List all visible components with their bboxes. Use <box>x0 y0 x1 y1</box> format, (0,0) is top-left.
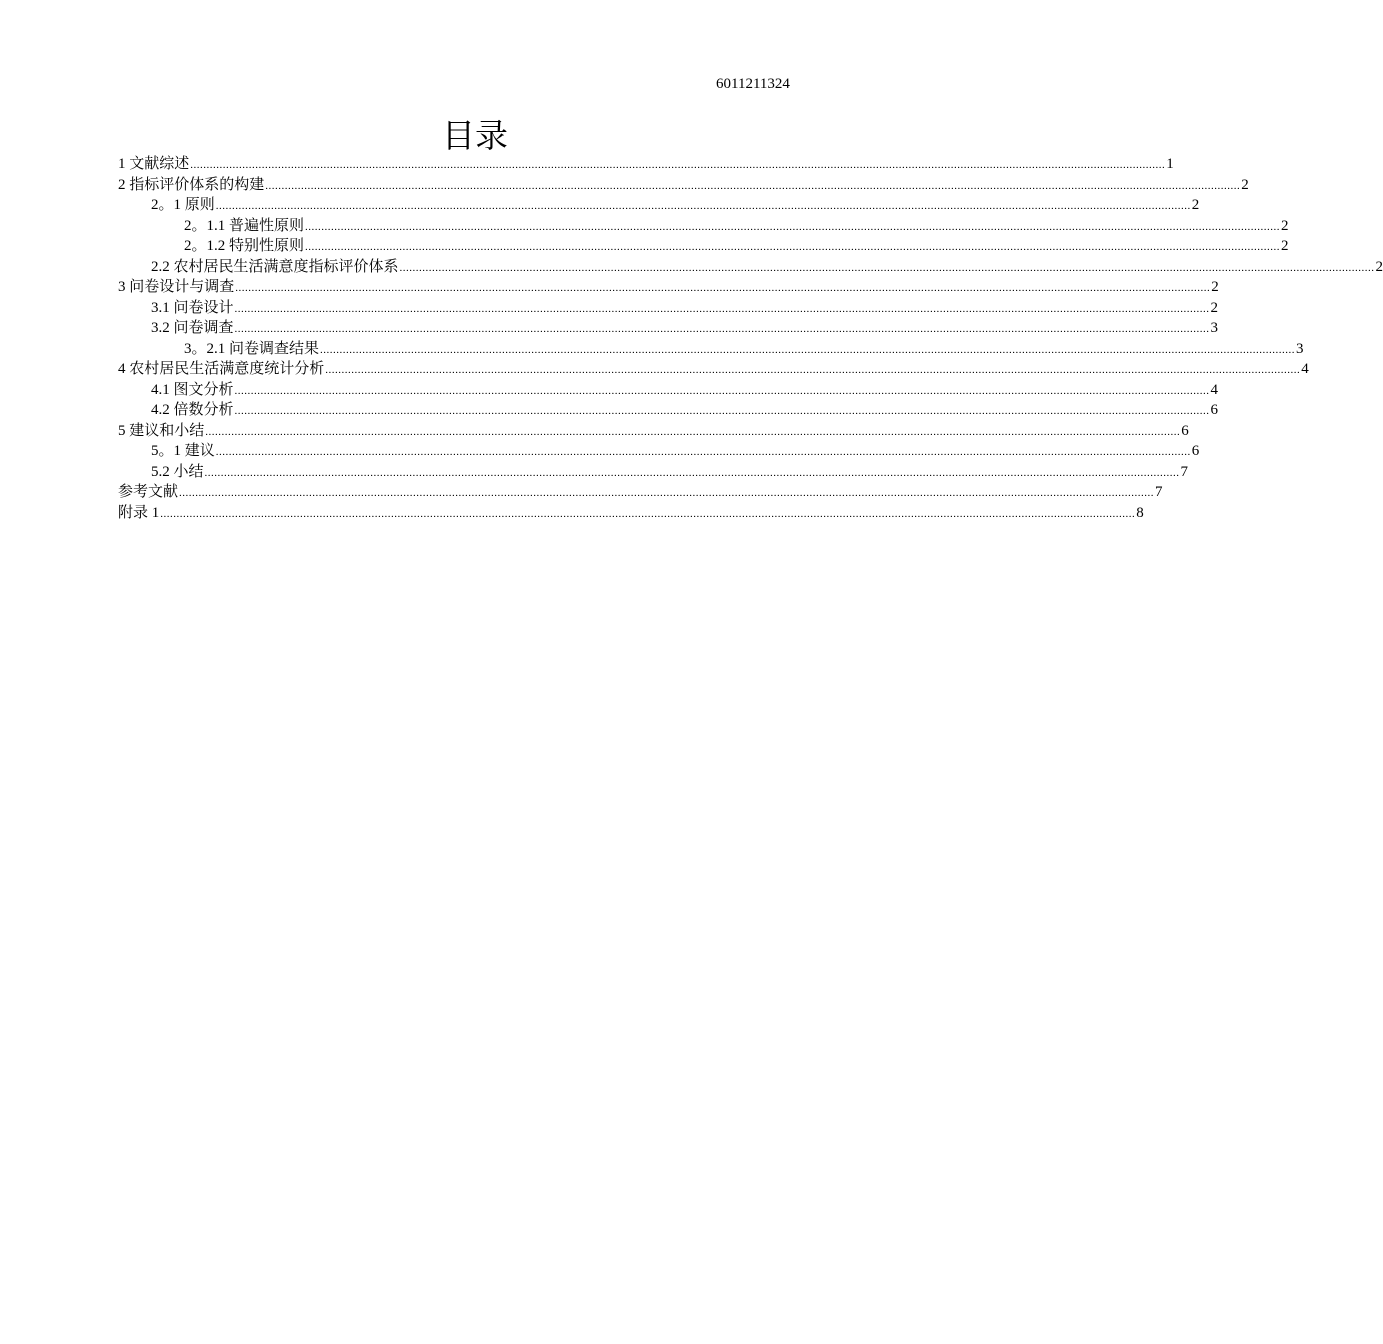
toc-entry-label: 2 指标评价体系的构建 <box>118 176 265 193</box>
toc-entry[interactable] <box>118 359 1309 380</box>
toc-dot-leader: ............................................................................................................................................................................................................................................................................................................ <box>215 446 1191 458</box>
toc-dot-leader: ............................................................................................................................................................................................................................................................................................................ <box>234 405 1210 417</box>
toc-entry[interactable] <box>118 236 1289 257</box>
toc-entry-label: 2。1.1 普遍性原则 <box>184 217 305 234</box>
toc-dot-leader: ............................................................................................................................................................................................................................................................................................................ <box>320 343 1296 356</box>
toc-dot-leader: ............................................................................................................................................................................................................................................................................................................ <box>190 159 1166 171</box>
toc-entry-page: 1 <box>1166 156 1174 172</box>
toc-entry-page: 6 <box>1210 402 1219 418</box>
toc-entry[interactable] <box>118 421 1189 442</box>
toc-entry-page: 2 <box>1191 197 1200 213</box>
toc-entry-label: 4 农村居民生活满意度统计分析 <box>118 361 325 377</box>
toc-entry-label: 1 文献综述 <box>118 156 190 172</box>
toc-entry-label: 4.1 图文分析 <box>151 381 234 398</box>
toc-entry-label: 参考文献 <box>118 484 179 500</box>
toc-dot-leader: ............................................................................................................................................................................................................................................................................................................ <box>205 425 1181 438</box>
toc-entry-label: 4.2 倍数分析 <box>151 402 234 418</box>
toc-entry-page: 7 <box>1155 484 1163 500</box>
toc-entry-page: 4 <box>1301 361 1309 377</box>
toc-dot-leader: ............................................................................................................................................................................................................................................................................................................ <box>265 179 1241 192</box>
toc-entry[interactable] <box>118 339 1304 360</box>
toc-entry[interactable] <box>118 462 1189 483</box>
toc-entry-label: 3.2 问卷调查 <box>151 320 234 336</box>
toc-entry-page: 4 <box>1210 381 1219 398</box>
toc-entry[interactable] <box>118 216 1289 237</box>
toc-entry[interactable] <box>118 257 1383 278</box>
toc-dot-leader: ............................................................................................................................................................................................................................................................................................................ <box>179 487 1155 499</box>
toc-dot-leader: ............................................................................................................................................................................................................................................................................................................ <box>234 323 1210 335</box>
toc-dot-leader: ............................................................................................................................................................................................................................................................................................................ <box>215 200 1191 212</box>
toc-entry-page: 6 <box>1191 443 1200 459</box>
toc-entry[interactable] <box>118 482 1163 503</box>
toc-dot-leader: ............................................................................................................................................................................................................................................................................................................ <box>325 364 1301 376</box>
toc-entry-page: 6 <box>1181 422 1189 439</box>
toc-entry-page: 2 <box>1281 238 1289 254</box>
toc-entry-label: 3.1 问卷设计 <box>151 299 234 316</box>
document-number: 6011211324 <box>716 76 790 92</box>
toc-entry[interactable] <box>118 298 1219 319</box>
toc-entry[interactable] <box>118 318 1219 339</box>
toc-entry-page: 7 <box>1180 463 1189 480</box>
toc-entry[interactable] <box>118 154 1174 175</box>
toc-entry-page: 3 <box>1210 320 1219 336</box>
toc-dot-leader: ............................................................................................................................................................................................................................................................................................................ <box>160 507 1136 520</box>
toc-entry[interactable] <box>118 277 1219 298</box>
toc-dot-leader: ............................................................................................................................................................................................................................................................................................................ <box>399 261 1375 274</box>
table-of-contents <box>118 154 1383 523</box>
toc-entry-label: 3 问卷设计与调查 <box>118 279 235 295</box>
toc-entry-page: 2 <box>1375 258 1383 275</box>
toc-entry-label: 5 建议和小结 <box>118 422 205 439</box>
toc-entry[interactable] <box>118 380 1219 401</box>
toc-entry-label: 2.2 农村居民生活满意度指标评价体系 <box>151 258 399 275</box>
toc-dot-leader: ............................................................................................................................................................................................................................................................................................................ <box>305 220 1281 233</box>
toc-entry[interactable] <box>118 175 1249 196</box>
toc-entry-page: 8 <box>1136 504 1144 521</box>
toc-dot-leader: ............................................................................................................................................................................................................................................................................................................ <box>234 384 1210 397</box>
toc-entry[interactable] <box>118 195 1200 216</box>
toc-entry[interactable] <box>118 441 1200 462</box>
toc-entry-page: 2 <box>1210 299 1219 316</box>
toc-dot-leader: ............................................................................................................................................................................................................................................................................................................ <box>305 241 1281 253</box>
toc-dot-leader: ............................................................................................................................................................................................................................................................................................................ <box>235 282 1211 294</box>
toc-entry-page: 2 <box>1241 176 1249 193</box>
toc-entry-label: 2。1 原则 <box>151 197 215 213</box>
toc-dot-leader: ............................................................................................................................................................................................................................................................................................................ <box>204 466 1180 479</box>
toc-entry-page: 2 <box>1281 217 1289 234</box>
toc-entry-page: 2 <box>1211 279 1219 295</box>
toc-dot-leader: ............................................................................................................................................................................................................................................................................................................ <box>234 302 1210 315</box>
toc-entry-label: 附录 1 <box>118 504 160 521</box>
toc-entry-page: 3 <box>1296 340 1304 357</box>
toc-entry-label: 2。1.2 特别性原则 <box>184 238 305 254</box>
toc-entry[interactable] <box>118 503 1144 524</box>
toc-entry-label: 3。2.1 问卷调查结果 <box>184 340 320 357</box>
toc-entry[interactable] <box>118 400 1219 421</box>
toc-entry-label: 5。1 建议 <box>151 443 215 459</box>
toc-title: 目录 <box>442 116 508 155</box>
toc-entry-label: 5.2 小结 <box>151 463 204 480</box>
